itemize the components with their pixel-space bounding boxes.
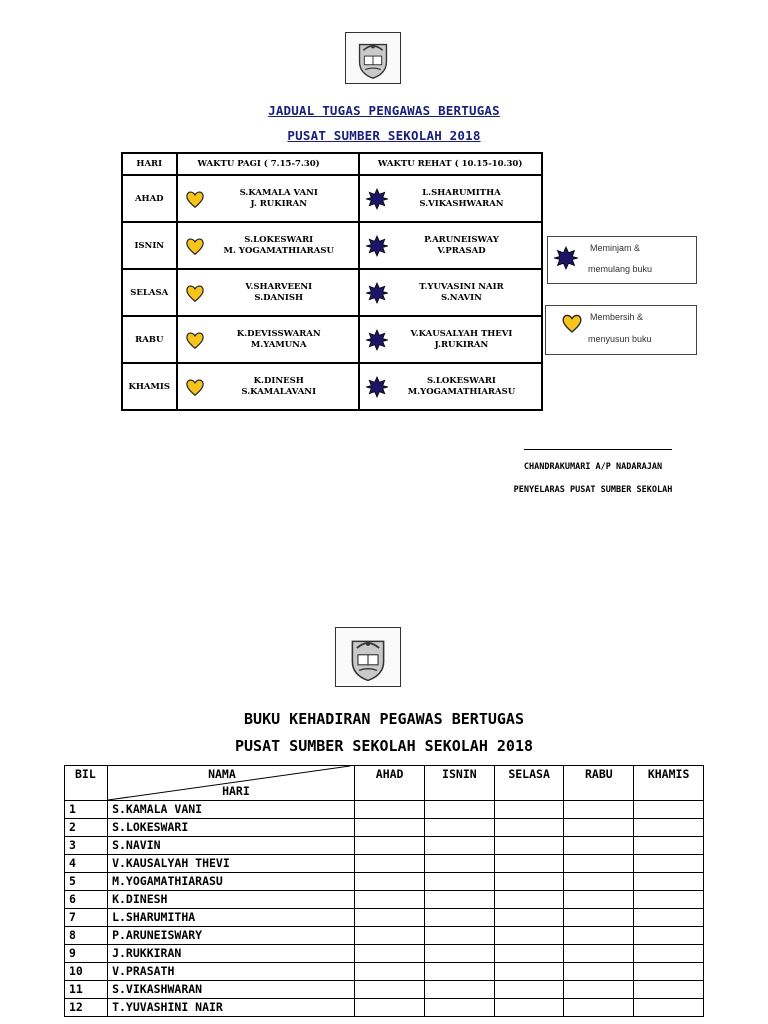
break-name-2: V.PRASAD xyxy=(437,245,486,256)
heart-icon xyxy=(184,282,206,304)
cell-selasa xyxy=(494,837,564,855)
cell-ahad xyxy=(355,927,425,945)
header-nama: NAMA xyxy=(208,767,236,781)
heart-icon xyxy=(184,376,206,398)
header-bil-label: BIL xyxy=(75,767,96,781)
star-icon xyxy=(366,282,388,304)
cell-khamis xyxy=(634,837,704,855)
break-slot xyxy=(359,222,542,269)
break-name-1: T.YUVASINI NAIR xyxy=(419,281,504,292)
break-name-2: M.YOGAMATHIARASU xyxy=(407,386,516,397)
attendance-header xyxy=(65,766,704,801)
table-row xyxy=(65,873,704,891)
cell-isnin xyxy=(425,981,495,999)
duty-schedule-subtitle: PUSAT SUMBER SEKOLAH 2018 xyxy=(287,128,481,143)
cell-rabu xyxy=(564,891,634,909)
break-slot xyxy=(359,363,542,410)
cell-ahad xyxy=(355,855,425,873)
cell-khamis xyxy=(634,963,704,981)
heart-icon xyxy=(184,235,206,257)
cell-selasa xyxy=(494,963,564,981)
attendance-table xyxy=(64,765,704,1017)
cell-khamis xyxy=(634,909,704,927)
cell-ahad xyxy=(355,873,425,891)
morning-slot xyxy=(177,363,359,410)
cell-rabu xyxy=(564,819,634,837)
cell-selasa xyxy=(494,981,564,999)
signatory-name: CHANDRAKUMARI A/P NADARAJAN xyxy=(523,462,663,472)
row-number: 5 xyxy=(65,873,108,891)
duty-table-header xyxy=(122,153,542,175)
cell-ahad xyxy=(355,837,425,855)
cell-isnin xyxy=(425,963,495,981)
day-label: SELASA xyxy=(122,269,177,316)
cell-khamis xyxy=(634,855,704,873)
morning-slot xyxy=(177,222,359,269)
row-name: S.VIKASHWARAN xyxy=(108,981,355,999)
break-name-1: L.SHARUMITHA xyxy=(422,187,501,198)
cell-selasa xyxy=(494,891,564,909)
legend-text-1: Membersih & xyxy=(590,312,644,322)
morning-slot xyxy=(177,175,359,222)
cell-isnin xyxy=(425,891,495,909)
break-name-2: J.RUKIRAN xyxy=(434,339,489,350)
table-row xyxy=(65,927,704,945)
cell-rabu xyxy=(564,909,634,927)
legend-text-1: Meminjam & xyxy=(590,243,641,253)
row-number: 3 xyxy=(65,837,108,855)
row-name: J.RUKKIRAN xyxy=(108,945,355,963)
break-slot xyxy=(359,269,542,316)
row-number: 2 xyxy=(65,819,108,837)
school-logo xyxy=(335,627,401,687)
star-icon xyxy=(366,329,388,351)
cell-selasa xyxy=(494,927,564,945)
header-selasa: SELASA xyxy=(494,766,564,801)
row-number: 12 xyxy=(65,999,108,1017)
duty-row-ahad xyxy=(122,175,542,222)
row-number: 11 xyxy=(65,981,108,999)
row-name: S.LOKESWARI xyxy=(108,819,355,837)
row-number: 9 xyxy=(65,945,108,963)
header-isnin: ISNIN xyxy=(425,766,495,801)
attendance-title: BUKU KEHADIRAN PEGAWAS BERTUGAS xyxy=(244,710,524,728)
heart-icon xyxy=(184,329,206,351)
cell-khamis xyxy=(634,891,704,909)
cell-isnin xyxy=(425,945,495,963)
legend-text-2: memulang buku xyxy=(588,264,653,274)
cell-selasa xyxy=(494,855,564,873)
star-icon xyxy=(366,376,388,398)
row-number: 6 xyxy=(65,891,108,909)
day-label: RABU xyxy=(122,316,177,363)
cell-selasa xyxy=(494,909,564,927)
cell-khamis xyxy=(634,981,704,999)
cell-ahad xyxy=(355,981,425,999)
morning-name-2: S.KAMALAVANI xyxy=(241,386,317,397)
header-ahad: AHAD xyxy=(355,766,425,801)
table-row xyxy=(65,999,704,1017)
cell-khamis xyxy=(634,927,704,945)
row-number: 7 xyxy=(65,909,108,927)
cell-isnin xyxy=(425,999,495,1017)
table-row xyxy=(65,963,704,981)
cell-selasa xyxy=(494,945,564,963)
morning-slot xyxy=(177,316,359,363)
row-name: S.NAVIN xyxy=(108,837,355,855)
cell-ahad xyxy=(355,945,425,963)
header-nama-hari xyxy=(108,766,355,801)
table-row xyxy=(65,837,704,855)
cell-isnin xyxy=(425,837,495,855)
morning-name-1: K.DINESH xyxy=(253,375,304,386)
cell-khamis xyxy=(634,873,704,891)
header-waktu-rehat: WAKTU REHAT ( 10.15-10.30) xyxy=(359,153,542,175)
table-row xyxy=(65,981,704,999)
row-number: 4 xyxy=(65,855,108,873)
cell-selasa xyxy=(494,801,564,819)
duty-schedule-title: JADUAL TUGAS PENGAWAS BERTUGAS xyxy=(268,103,500,118)
heart-icon xyxy=(184,188,206,210)
cell-isnin xyxy=(425,873,495,891)
star-icon xyxy=(366,188,388,210)
header-bil xyxy=(65,766,108,801)
cell-ahad xyxy=(355,963,425,981)
break-slot xyxy=(359,316,542,363)
cell-isnin xyxy=(425,801,495,819)
cell-ahad xyxy=(355,891,425,909)
duty-row-selasa xyxy=(122,269,542,316)
morning-name-2: M. YOGAMATHIARASU xyxy=(223,245,334,256)
header-khamis: KHAMIS xyxy=(634,766,704,801)
header-rabu: RABU xyxy=(564,766,634,801)
signature-line xyxy=(524,449,672,450)
cell-rabu xyxy=(564,855,634,873)
row-name: K.DINESH xyxy=(108,891,355,909)
break-slot xyxy=(359,175,542,222)
day-label: KHAMIS xyxy=(122,363,177,410)
table-row xyxy=(65,801,704,819)
table-row xyxy=(65,819,704,837)
cell-khamis xyxy=(634,945,704,963)
morning-name-2: S.DANISH xyxy=(254,292,304,303)
cell-isnin xyxy=(425,855,495,873)
cell-isnin xyxy=(425,927,495,945)
row-number: 10 xyxy=(65,963,108,981)
cell-khamis xyxy=(634,801,704,819)
signatory-role: PENYELARAS PUSAT SUMBER SEKOLAH xyxy=(513,485,673,495)
cell-rabu xyxy=(564,963,634,981)
school-logo xyxy=(345,32,401,84)
header-hari: HARI xyxy=(222,784,250,798)
cell-ahad xyxy=(355,801,425,819)
star-icon xyxy=(554,246,578,270)
break-name-2: S.NAVIN xyxy=(441,292,482,303)
cell-selasa xyxy=(494,999,564,1017)
table-row xyxy=(65,855,704,873)
row-name: S.KAMALA VANI xyxy=(108,801,355,819)
row-number: 1 xyxy=(65,801,108,819)
cell-isnin xyxy=(425,819,495,837)
row-name: V.KAUSALYAH THEVI xyxy=(108,855,355,873)
cell-rabu xyxy=(564,927,634,945)
cell-ahad xyxy=(355,909,425,927)
duty-schedule-table xyxy=(121,152,543,411)
morning-name-2: J. RUKIRAN xyxy=(250,198,307,209)
cell-ahad xyxy=(355,999,425,1017)
break-name-1: S.LOKESWARI xyxy=(427,375,496,386)
row-name: P.ARUNEISWARY xyxy=(108,927,355,945)
header-waktu-pagi: WAKTU PAGI ( 7.15-7.30) xyxy=(177,153,359,175)
break-name-1: V.KAUSALYAH THEVI xyxy=(410,328,513,339)
table-row xyxy=(65,909,704,927)
morning-name-1: V.SHARVEENI xyxy=(245,281,313,292)
cell-rabu xyxy=(564,873,634,891)
row-number: 8 xyxy=(65,927,108,945)
morning-name-1: S.KAMALA VANI xyxy=(239,187,318,198)
table-row xyxy=(65,891,704,909)
morning-name-1: K.DEVISSWARAN xyxy=(236,328,321,339)
cell-selasa xyxy=(494,819,564,837)
cell-isnin xyxy=(425,909,495,927)
legend-text-2: menyusun buku xyxy=(588,334,652,344)
cell-rabu xyxy=(564,981,634,999)
duty-row-rabu xyxy=(122,316,542,363)
cell-ahad xyxy=(355,819,425,837)
attendance-subtitle: PUSAT SUMBER SEKOLAH SEKOLAH 2018 xyxy=(234,737,533,755)
morning-slot xyxy=(177,269,359,316)
row-name: M.YOGAMATHIARASU xyxy=(108,873,355,891)
cell-rabu xyxy=(564,999,634,1017)
cell-rabu xyxy=(564,801,634,819)
legend-clean-arrange xyxy=(545,305,697,355)
row-name: V.PRASATH xyxy=(108,963,355,981)
legend-borrow-return xyxy=(547,236,697,284)
row-name: T.YUVASHINI NAIR xyxy=(108,999,355,1017)
row-name: L.SHARUMITHA xyxy=(108,909,355,927)
cell-khamis xyxy=(634,819,704,837)
break-name-1: P.ARUNEISWAY xyxy=(424,234,499,245)
duty-row-khamis xyxy=(122,363,542,410)
cell-rabu xyxy=(564,837,634,855)
header-hari: HARI xyxy=(122,153,177,175)
duty-row-isnin xyxy=(122,222,542,269)
heart-icon xyxy=(560,311,584,335)
day-label: ISNIN xyxy=(122,222,177,269)
cell-khamis xyxy=(634,999,704,1017)
break-name-2: S.VIKASHWARAN xyxy=(419,198,504,209)
cell-rabu xyxy=(564,945,634,963)
table-row xyxy=(65,945,704,963)
cell-selasa xyxy=(494,873,564,891)
day-label: AHAD xyxy=(122,175,177,222)
star-icon xyxy=(366,235,388,257)
morning-name-2: M.YAMUNA xyxy=(250,339,307,350)
morning-name-1: S.LOKESWARI xyxy=(244,234,314,245)
